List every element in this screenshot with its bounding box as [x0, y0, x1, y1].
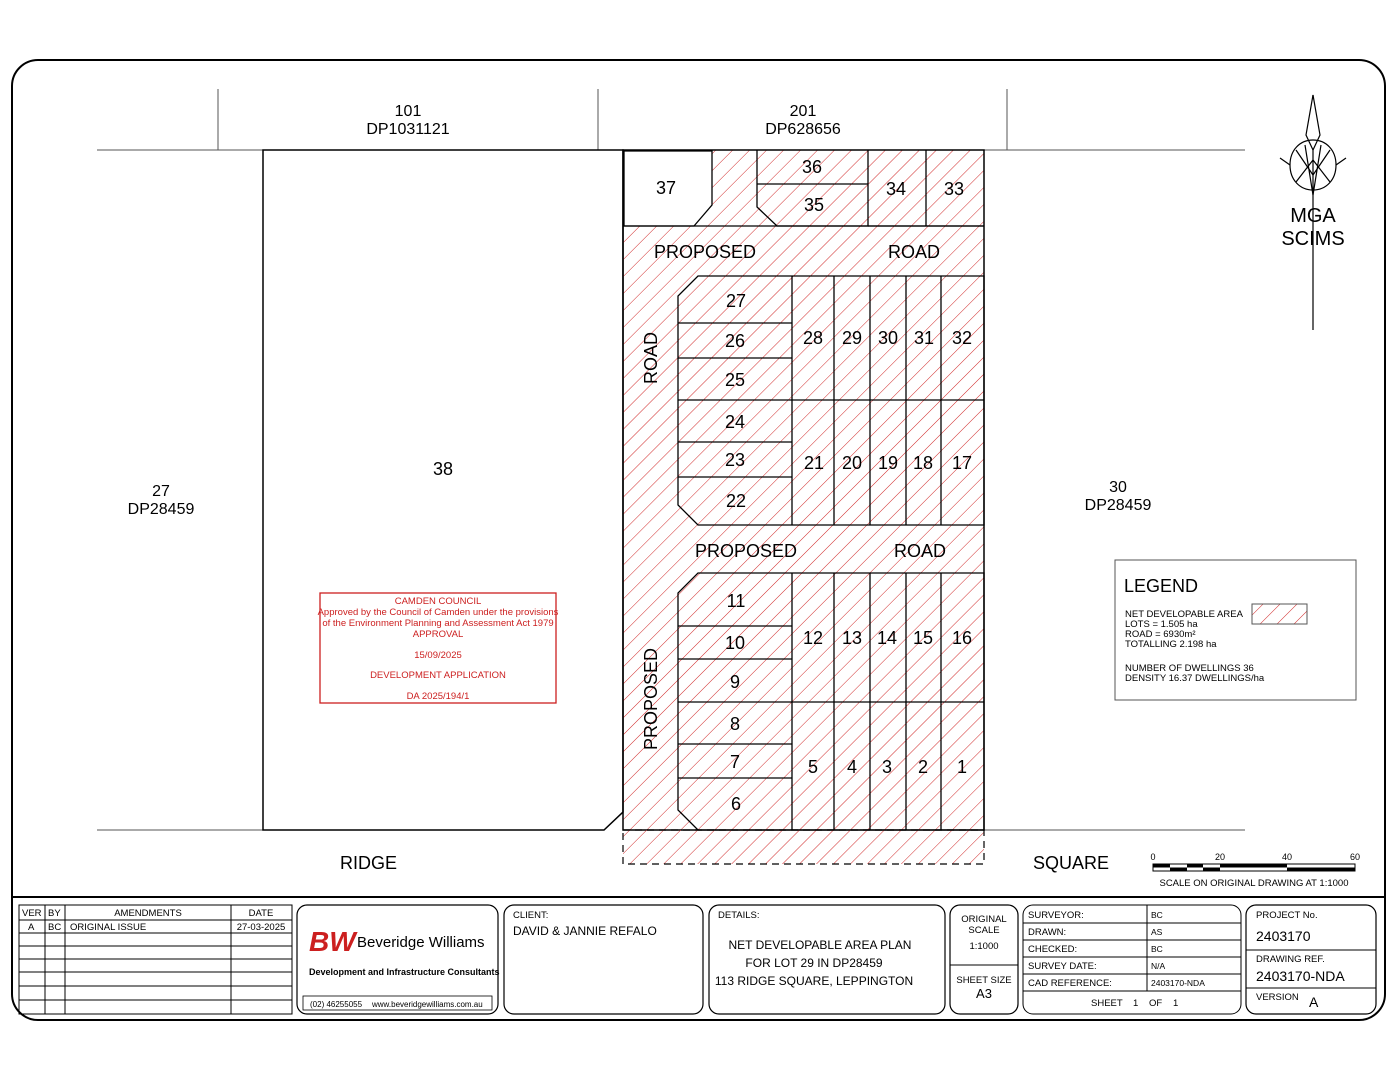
- drawn-value: AS: [1151, 927, 1163, 937]
- sheet-size-label: SHEET SIZE: [956, 975, 1012, 986]
- version-value: A: [1309, 994, 1319, 1010]
- stamp-line1: Approved by the Council of Camden under the provisions: [317, 607, 559, 618]
- lot-number: 21: [803, 453, 825, 473]
- road-label-road-vertical: ROAD: [641, 331, 661, 384]
- col-ver: VER: [22, 908, 42, 919]
- sheet-scale-box: [950, 905, 1018, 1014]
- orig-scale-value: 1:1000: [969, 941, 999, 952]
- lot-number: 8: [729, 714, 741, 734]
- stamp-date: 15/09/2025: [414, 650, 462, 661]
- legend-lots: LOTS = 1.505 ha: [1125, 619, 1198, 630]
- street-name-square: SQUARE: [1033, 853, 1110, 873]
- details-line2: FOR LOT 29 IN DP28459: [745, 956, 883, 970]
- lot-number: 27: [725, 291, 747, 311]
- col-by: BY: [48, 908, 61, 919]
- north-label-scims: SCIMS: [1281, 228, 1345, 250]
- surveyor-value: BC: [1151, 910, 1163, 920]
- lot-38-boundary: [263, 150, 623, 830]
- details-line1: NET DEVELOPABLE AREA PLAN: [728, 938, 912, 952]
- svg-text:20: 20: [1214, 852, 1226, 862]
- sheet-label: SHEET: [1091, 998, 1123, 1009]
- sheet-of-label: OF: [1149, 998, 1163, 1009]
- client-box: [504, 905, 703, 1014]
- drawing-ref-label: DRAWING REF.: [1256, 954, 1325, 965]
- neighbour-27-lot: 27: [152, 483, 170, 500]
- checked-label: CHECKED:: [1028, 944, 1078, 955]
- cad-ref-value: 2403170-NDA: [1151, 978, 1205, 988]
- road-label-road-mid: ROAD: [894, 541, 947, 561]
- company-phone: (02) 46255055: [310, 1000, 363, 1009]
- neighbour-201-lot: 201: [789, 103, 817, 120]
- lot-number: 16: [951, 628, 973, 648]
- council-approval-stamp: [318, 593, 559, 703]
- survey-date-value: N/A: [1151, 961, 1166, 971]
- svg-text:60: 60: [1349, 852, 1361, 862]
- cad-ref-label: CAD REFERENCE:: [1028, 978, 1112, 989]
- lot-number: 6: [730, 794, 742, 814]
- sheet-total: 1: [1173, 998, 1179, 1009]
- orig-scale-label2: SCALE: [968, 925, 1000, 936]
- lot-number: 19: [877, 453, 899, 473]
- company-logo: BW: [309, 926, 356, 957]
- lot-number: 10: [724, 633, 746, 653]
- road-label-proposed-vertical: PROPOSED: [641, 647, 661, 750]
- stamp-council: CAMDEN COUNCIL: [394, 596, 482, 607]
- details-label: DETAILS:: [718, 910, 760, 921]
- neighbour-201-dp: DP628656: [765, 121, 841, 138]
- lot-number: 28: [802, 328, 824, 348]
- neighbour-101-lot: 101: [394, 103, 422, 120]
- lot-number: 35: [803, 195, 825, 215]
- company-box: [297, 905, 500, 1014]
- lot-number: 24: [724, 412, 746, 432]
- lot-number: 5: [807, 757, 819, 777]
- scale-bar: [1150, 852, 1360, 889]
- project-no-label: PROJECT No.: [1256, 910, 1318, 921]
- details-box: [709, 905, 945, 1014]
- road-label-proposed-mid: PROPOSED: [695, 541, 798, 561]
- company-tagline: Development and Infrastructure Consultants: [309, 967, 500, 977]
- neighbour-101-dp: DP1031121: [366, 121, 450, 138]
- road-label-proposed-top: PROPOSED: [654, 242, 757, 262]
- legend-total: TOTALLING 2.198 ha: [1125, 639, 1217, 650]
- row-by: BC: [48, 922, 62, 933]
- legend-title: LEGEND: [1124, 576, 1199, 596]
- legend-hatch-swatch: [1252, 604, 1307, 624]
- lot-number: 12: [802, 628, 824, 648]
- north-label-mga: MGA: [1290, 205, 1336, 227]
- drawing-ref-value: 2403170-NDA: [1256, 968, 1345, 984]
- sheet-number: 1: [1133, 998, 1139, 1009]
- legend-density: DENSITY 16.37 DWELLINGS/ha: [1125, 673, 1265, 684]
- lot-number: 1: [956, 757, 968, 777]
- lot-number: 7: [729, 752, 741, 772]
- stamp-line3: APPROVAL: [412, 629, 464, 640]
- client-label: CLIENT:: [513, 910, 549, 921]
- lot-number: 17: [951, 453, 973, 473]
- scale-caption: SCALE ON ORIGINAL DRAWING AT 1:1000: [1159, 878, 1349, 889]
- lot-number: 14: [876, 628, 898, 648]
- lot-number: 2: [917, 757, 929, 777]
- legend-dwellings: NUMBER OF DWELLINGS 36: [1125, 663, 1254, 674]
- lot-number: 15: [912, 628, 934, 648]
- col-amendments: AMENDMENTS: [114, 908, 182, 919]
- lot-number: 4: [846, 757, 858, 777]
- lot-number: 26: [724, 331, 746, 351]
- lot-number: 23: [724, 450, 746, 470]
- orig-scale-label: ORIGINAL: [961, 914, 1007, 925]
- svg-text:40: 40: [1281, 852, 1293, 862]
- legend-road: ROAD = 6930m²: [1125, 629, 1196, 640]
- drawn-label: DRAWN:: [1028, 927, 1067, 938]
- neighbour-30-lot: 30: [1109, 479, 1127, 496]
- row-date: 27-03-2025: [236, 922, 286, 933]
- neighbour-27-dp: DP28459: [127, 501, 195, 518]
- street-name-ridge: RIDGE: [340, 853, 398, 873]
- legend-nda: NET DEVELOPABLE AREA: [1125, 609, 1243, 620]
- project-box: [1246, 905, 1376, 1014]
- lot-number: 29: [841, 328, 863, 348]
- survey-info-table: [1023, 905, 1241, 1014]
- lot-number: 18: [912, 453, 934, 473]
- row-amendment: ORIGINAL ISSUE: [70, 922, 147, 933]
- lot-number: 22: [725, 491, 747, 511]
- stamp-da: DA 2025/194/1: [406, 691, 470, 702]
- legend-box: [1115, 560, 1356, 700]
- version-label: VERSION: [1256, 992, 1299, 1003]
- lot-number: 33: [943, 179, 965, 199]
- lot-number: 11: [726, 591, 746, 611]
- survey-date-label: SURVEY DATE:: [1028, 961, 1097, 972]
- road-label-road-top: ROAD: [888, 242, 941, 262]
- lot-number: 36: [801, 157, 823, 177]
- stamp-line2: of the Environment Planning and Assessment Act 1979: [322, 618, 554, 629]
- col-date: DATE: [248, 908, 274, 919]
- client-name: DAVID & JANNIE REFALO: [513, 924, 657, 938]
- stamp-type: DEVELOPMENT APPLICATION: [370, 670, 506, 681]
- lot-number: 9: [729, 672, 741, 692]
- svg-text:0: 0: [1150, 852, 1156, 862]
- details-line3: 113 RIDGE SQUARE, LEPPINGTON: [714, 974, 914, 988]
- lot-number: 34: [885, 179, 907, 199]
- lot-number: 3: [881, 757, 893, 777]
- sheet-size-value: A3: [976, 986, 992, 1001]
- surveyor-label: SURVEYOR:: [1028, 910, 1084, 921]
- lot-number: 37: [655, 178, 677, 198]
- company-name: Beveridge Williams: [357, 934, 485, 951]
- lot-number: 25: [724, 370, 746, 390]
- row-ver: A: [28, 922, 35, 933]
- neighbour-30-dp: DP28459: [1084, 497, 1152, 514]
- lot-number: 13: [841, 628, 863, 648]
- lot-number: 38: [432, 459, 454, 479]
- lot-number: 20: [841, 453, 863, 473]
- lot-number: 30: [877, 328, 899, 348]
- checked-value: BC: [1151, 944, 1163, 954]
- company-web: www.beveridgewilliams.com.au: [372, 1000, 483, 1009]
- lot-number: 32: [951, 328, 973, 348]
- lot-number: 31: [913, 328, 935, 348]
- project-no-value: 2403170: [1256, 928, 1311, 944]
